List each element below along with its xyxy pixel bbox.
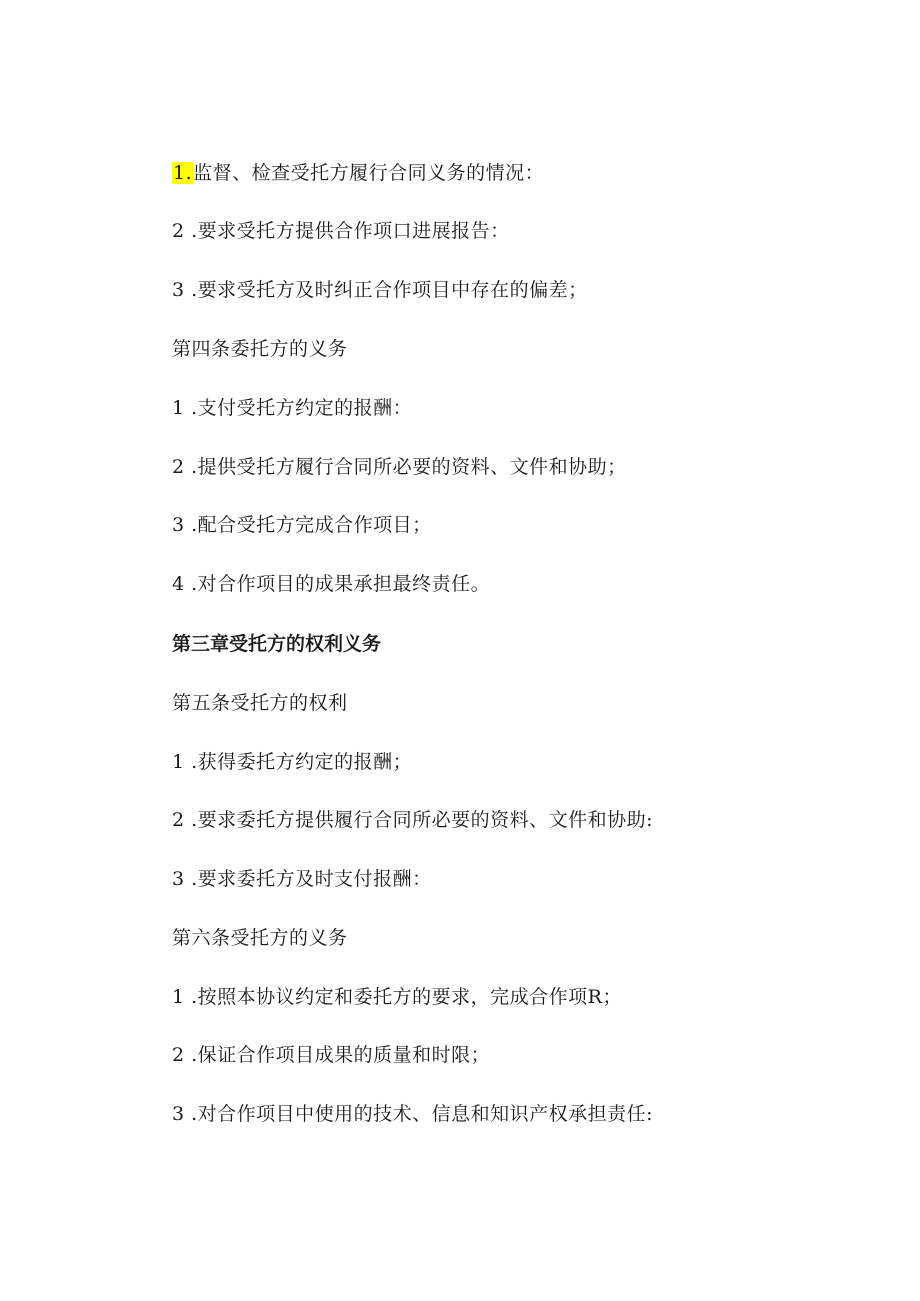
obligation-line-1: [172, 161, 544, 185]
article-4-item-4: 4 .对合作项目的成果承担最终责任。: [172, 573, 491, 595]
obligation-line-2: 2 .要求受托方提供合作项口进展报告：: [172, 220, 510, 242]
article-6-title: 第六条受托方的义务: [172, 927, 348, 949]
line-text: 监督、检查受托方履行合同义务的情况：: [193, 162, 545, 184]
highlighted-number: 1.: [173, 162, 193, 184]
article-5-title: 第五条受托方的权利: [172, 692, 348, 714]
article-5-item-1: 1 .获得委托方约定的报酬；: [172, 751, 413, 773]
article-6-item-3: 3 .对合作项目中使用的技术、信息和知识产权承担责任:: [172, 1103, 654, 1125]
article-4-item-3: 3 .配合受托方完成合作项目；: [172, 514, 432, 536]
article-6-item-1: 1 .按照本协议约定和委托方的要求，完成合作项R；: [172, 986, 622, 1008]
article-5-item-3: 3 .要求委托方及时支付报酬：: [172, 868, 432, 890]
article-4-item-1: 1 .支付受托方约定的报酬：: [172, 397, 413, 419]
chapter-3-heading: 第三章受托方的权利义务: [172, 633, 382, 655]
article-5-item-2: 2 .要求委托方提供履行合同所必要的资料、文件和协助:: [172, 809, 654, 831]
article-4-item-2: 2 .提供受托方履行合同所必要的资料、文件和协助；: [172, 456, 627, 478]
article-4-title: 第四条委托方的义务: [172, 338, 348, 360]
article-6-item-2: 2 .保证合作项目成果的质量和时限；: [172, 1044, 491, 1066]
obligation-line-3: 3 .要求受托方及时纠正合作项目中存在的偏差；: [172, 279, 588, 301]
